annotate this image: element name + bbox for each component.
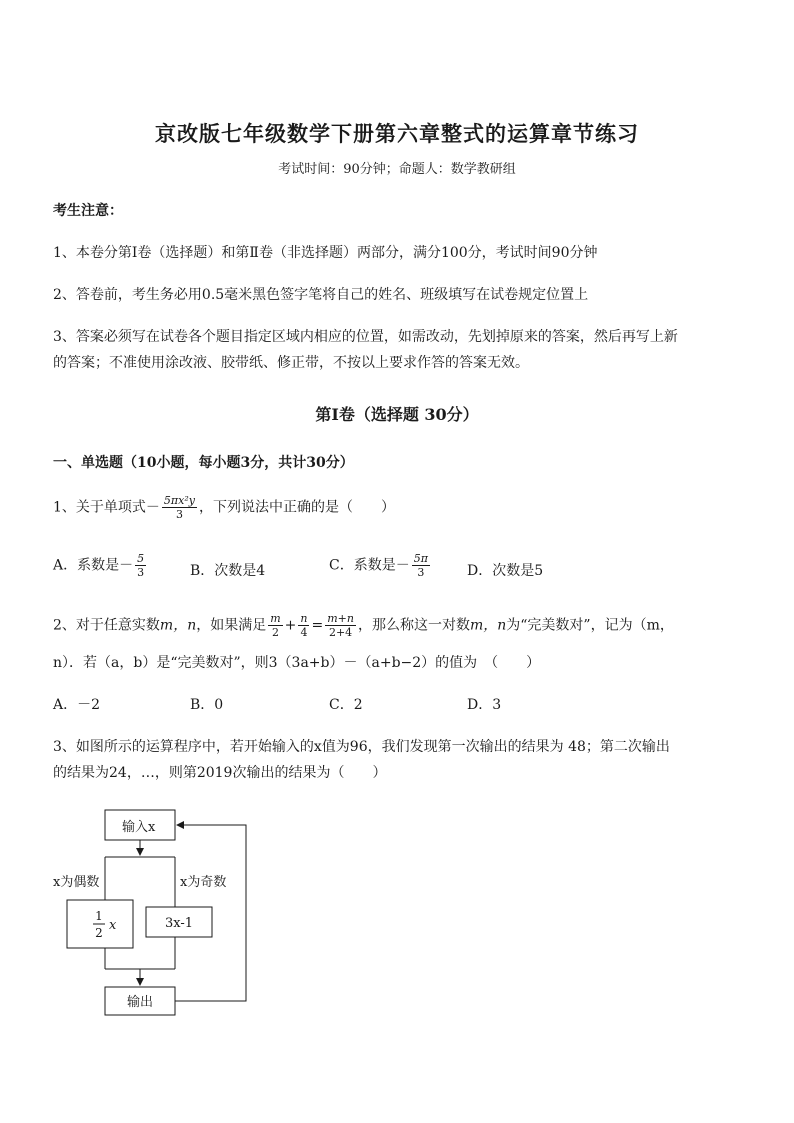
q2-suffix: ，那么称这一对数 bbox=[357, 617, 470, 634]
q2-frac-n-num: n bbox=[300, 612, 308, 625]
q2-vars2: m，n bbox=[469, 617, 507, 634]
q2-plus: + bbox=[284, 617, 297, 634]
q2-frac-mn-den: 2+4 bbox=[328, 626, 353, 639]
q2-option-b[interactable]: B．0 bbox=[190, 697, 224, 713]
question-3: 3、如图所示的运算程序中，若开始输入的x值为96，我们发现第一次输出的结果为 48；第二次输出 bbox=[53, 739, 670, 755]
part-title: 一、单选题（10小题，每小题3分，共计30分） bbox=[53, 455, 354, 471]
q1-option-c-den: 3 bbox=[417, 566, 425, 579]
flow-even-label: x为偶数 bbox=[53, 875, 100, 890]
exam-info: 考试时间：90分钟；命题人：数学教研组 bbox=[278, 162, 516, 177]
q1-option-a-label: A．系数是－ bbox=[53, 557, 134, 574]
section-title: 第Ⅰ卷（选择题 30分） bbox=[315, 405, 479, 424]
q2-mid: ，如果满足 bbox=[196, 617, 267, 634]
notice-item-2: 2、答卷前，考生务必用0.5毫米黑色签字笔将自己的姓名、班级填写在试卷规定位置上 bbox=[53, 287, 589, 303]
q2-option-d[interactable]: D．3 bbox=[467, 697, 502, 713]
notice-item-3-cont: 的答案；不准使用涂改液、胶带纸、修正带，不按以上要求作答的答案无效。 bbox=[53, 355, 529, 371]
q2-equals: = bbox=[311, 617, 324, 634]
notice-item-1: 1、本卷分第Ⅰ卷（选择题）和第Ⅱ卷（非选择题）两部分，满分100分，考试时间90分钟 bbox=[53, 245, 598, 261]
q2-frac-n-den: 4 bbox=[300, 626, 308, 639]
q2-tail: 为“完美数对”，记为（m， bbox=[506, 617, 674, 634]
q2-option-c[interactable]: C．2 bbox=[329, 697, 363, 713]
flow-half-num: 1 bbox=[95, 909, 103, 923]
q1-monomial-num: 5πx²y bbox=[163, 494, 195, 507]
q1-option-c-label: C．系数是－ bbox=[329, 557, 410, 574]
page-title: 京改版七年级数学下册第六章整式的运算章节练习 bbox=[155, 121, 639, 146]
q1-suffix: ，下列说法中正确的是（ ） bbox=[198, 499, 395, 516]
q1-option-d[interactable]: D．次数是5 bbox=[467, 563, 544, 579]
question-2-line2: n）．若（a，b）是“完美数对”，则3（3a+b）－（a+b−2）的值为 （ ） bbox=[53, 655, 541, 671]
q2-vars: m，n bbox=[159, 617, 197, 634]
q1-monomial-den: 3 bbox=[175, 508, 183, 521]
q1-option-a-den: 3 bbox=[137, 566, 145, 579]
question-3-line2: 的结果为24，…，则第2019次输出的结果为（ ） bbox=[53, 765, 387, 781]
notice-item-3: 3、答案必须写在试卷各个题目指定区域内相应的位置，如需改动，先划掉原来的答案，然后再写上新 bbox=[53, 329, 678, 345]
q1-option-c-num: 5π bbox=[413, 552, 428, 565]
q2-frac-m-den: 2 bbox=[271, 626, 279, 639]
q1-option-a-num: 5 bbox=[137, 552, 145, 565]
flow-loop-line bbox=[175, 825, 246, 1001]
q2-frac-m-num: m bbox=[270, 612, 281, 625]
flow-input-label: 输入x bbox=[122, 820, 156, 835]
q2-option-a[interactable]: A．－2 bbox=[53, 697, 101, 713]
q2-frac-mn-num: m+n bbox=[327, 612, 354, 625]
q2-prefix: 2、对于任意实数 bbox=[53, 617, 160, 634]
q1-prefix: 1、关于单项式－ bbox=[53, 499, 160, 516]
flow-half-den: 2 bbox=[95, 926, 103, 940]
flow-odd-label: x为奇数 bbox=[180, 875, 227, 890]
notice-heading: 考生注意： bbox=[53, 203, 123, 219]
flow-output-label: 输出 bbox=[126, 995, 154, 1010]
q1-option-b[interactable]: B．次数是4 bbox=[190, 563, 266, 579]
flow-odd-expr: 3x-1 bbox=[164, 916, 194, 931]
flow-half-var: x bbox=[109, 918, 117, 933]
